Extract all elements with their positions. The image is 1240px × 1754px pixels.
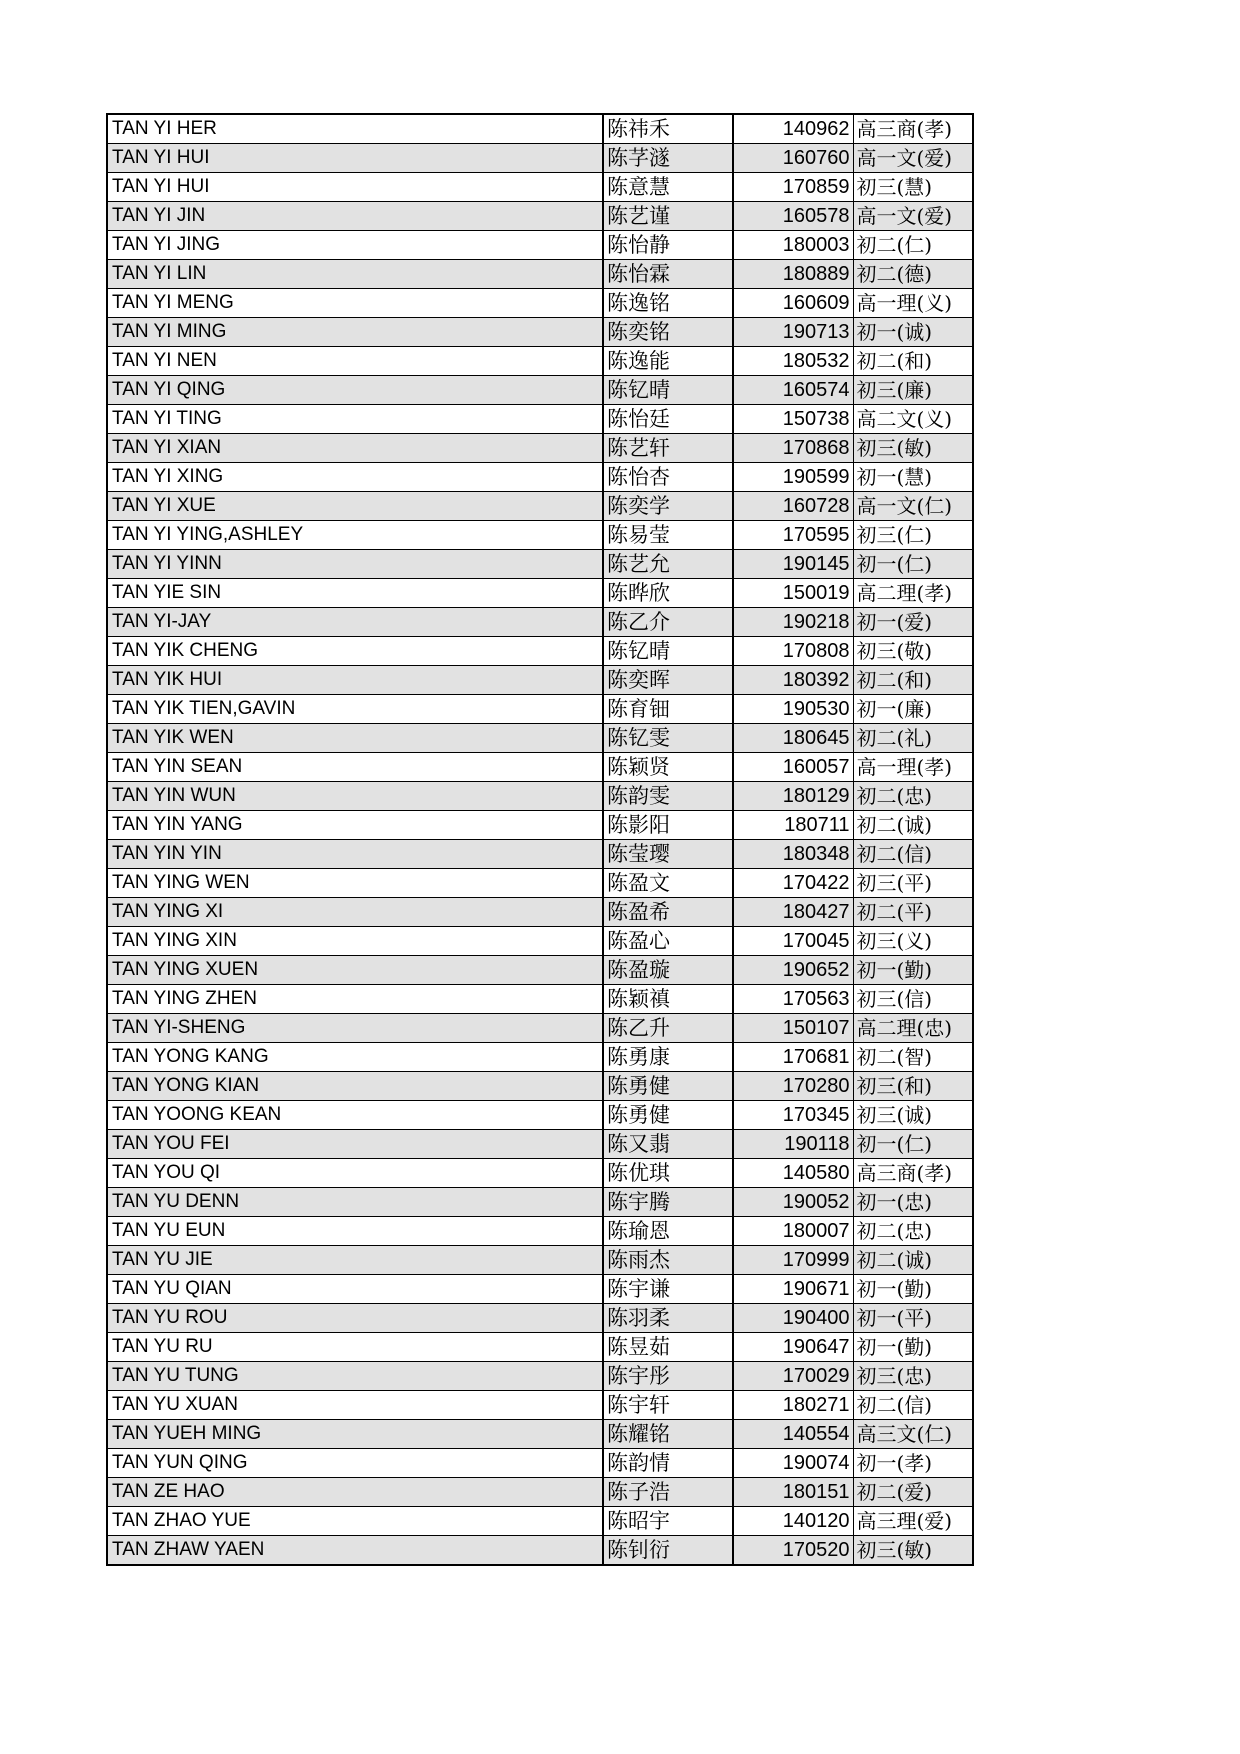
student-chinese-name: 陈昭宇 — [603, 1507, 733, 1536]
table-row — [107, 1159, 973, 1188]
student-chinese-name: 陈子浩 — [603, 1478, 733, 1507]
student-id: 190074 — [733, 1449, 853, 1478]
student-id: 180003 — [733, 231, 853, 260]
student-class: 高二理(孝) — [853, 579, 973, 608]
student-id: 170520 — [733, 1536, 853, 1566]
student-class: 初一(孝) — [853, 1449, 973, 1478]
student-class: 初二(忠) — [853, 1217, 973, 1246]
student-english-name: TAN YI-JAY — [107, 608, 603, 637]
student-class: 初三(廉) — [853, 376, 973, 405]
table-row — [107, 1217, 973, 1246]
student-chinese-name: 陈宇腾 — [603, 1188, 733, 1217]
table-row — [107, 1478, 973, 1507]
table-row — [107, 956, 973, 985]
student-chinese-name: 陈奕铭 — [603, 318, 733, 347]
student-english-name: TAN YING ZHEN — [107, 985, 603, 1014]
student-id: 150107 — [733, 1014, 853, 1043]
student-english-name: TAN YI YING,ASHLEY — [107, 521, 603, 550]
student-chinese-name: 陈韵情 — [603, 1449, 733, 1478]
student-english-name: TAN YI YINN — [107, 550, 603, 579]
student-id: 140962 — [733, 114, 853, 144]
student-chinese-name: 陈艺允 — [603, 550, 733, 579]
table-row — [107, 463, 973, 492]
student-chinese-name: 陈怡杏 — [603, 463, 733, 492]
student-english-name: TAN YING WEN — [107, 869, 603, 898]
student-class: 初三(信) — [853, 985, 973, 1014]
student-english-name: TAN YI JING — [107, 231, 603, 260]
student-english-name: TAN YI XUE — [107, 492, 603, 521]
table-row — [107, 1043, 973, 1072]
student-chinese-name: 陈宇轩 — [603, 1391, 733, 1420]
student-chinese-name: 陈育钿 — [603, 695, 733, 724]
student-class: 初二(仁) — [853, 231, 973, 260]
student-id: 180392 — [733, 666, 853, 695]
student-id: 170280 — [733, 1072, 853, 1101]
table-row — [107, 1246, 973, 1275]
student-id: 190599 — [733, 463, 853, 492]
student-english-name: TAN YI HUI — [107, 144, 603, 173]
student-id: 140554 — [733, 1420, 853, 1449]
student-id: 190400 — [733, 1304, 853, 1333]
student-english-name: TAN ZHAW YAEN — [107, 1536, 603, 1566]
student-class: 高一文(仁) — [853, 492, 973, 521]
student-class: 初二(和) — [853, 666, 973, 695]
student-id: 160609 — [733, 289, 853, 318]
student-class: 初三(仁) — [853, 521, 973, 550]
student-class: 高一理(义) — [853, 289, 973, 318]
student-chinese-name: 陈逸能 — [603, 347, 733, 376]
table-row — [107, 782, 973, 811]
student-chinese-name: 陈宇谦 — [603, 1275, 733, 1304]
table-row — [107, 985, 973, 1014]
student-class: 高三文(仁) — [853, 1420, 973, 1449]
student-id: 180129 — [733, 782, 853, 811]
student-roster-sheet — [106, 113, 974, 1566]
student-chinese-name: 陈勇健 — [603, 1101, 733, 1130]
student-english-name: TAN YI TING — [107, 405, 603, 434]
student-english-name: TAN YU DENN — [107, 1188, 603, 1217]
student-chinese-name: 陈怡霖 — [603, 260, 733, 289]
student-chinese-name: 陈钇雯 — [603, 724, 733, 753]
student-id: 180348 — [733, 840, 853, 869]
student-english-name: TAN YONG KIAN — [107, 1072, 603, 1101]
table-row — [107, 1188, 973, 1217]
student-roster-table — [106, 113, 974, 1566]
student-id: 190713 — [733, 318, 853, 347]
student-id: 180271 — [733, 1391, 853, 1420]
student-id: 160057 — [733, 753, 853, 782]
table-row — [107, 1072, 973, 1101]
student-chinese-name: 陈优琪 — [603, 1159, 733, 1188]
student-id: 180427 — [733, 898, 853, 927]
student-class: 初三(敏) — [853, 434, 973, 463]
student-class: 初三(和) — [853, 1072, 973, 1101]
student-english-name: TAN YU XUAN — [107, 1391, 603, 1420]
student-english-name: TAN YI-SHENG — [107, 1014, 603, 1043]
student-chinese-name: 陈昱茹 — [603, 1333, 733, 1362]
student-english-name: TAN YING XUEN — [107, 956, 603, 985]
student-class: 初三(敏) — [853, 1536, 973, 1566]
student-english-name: TAN YI MING — [107, 318, 603, 347]
student-english-name: TAN ZE HAO — [107, 1478, 603, 1507]
student-id: 150738 — [733, 405, 853, 434]
table-row — [107, 1449, 973, 1478]
table-row — [107, 753, 973, 782]
student-chinese-name: 陈易莹 — [603, 521, 733, 550]
student-class: 初一(爱) — [853, 608, 973, 637]
student-id: 190145 — [733, 550, 853, 579]
table-row — [107, 347, 973, 376]
student-chinese-name: 陈艺轩 — [603, 434, 733, 463]
student-chinese-name: 陈芓澻 — [603, 144, 733, 173]
student-id: 180151 — [733, 1478, 853, 1507]
student-chinese-name: 陈晔欣 — [603, 579, 733, 608]
student-english-name: TAN YIK TIEN,GAVIN — [107, 695, 603, 724]
student-chinese-name: 陈钊衍 — [603, 1536, 733, 1566]
student-id: 160728 — [733, 492, 853, 521]
student-english-name: TAN ZHAO YUE — [107, 1507, 603, 1536]
student-class: 高三商(孝) — [853, 114, 973, 144]
table-row — [107, 579, 973, 608]
student-class: 高三理(爱) — [853, 1507, 973, 1536]
student-chinese-name: 陈艺谨 — [603, 202, 733, 231]
table-row — [107, 869, 973, 898]
student-english-name: TAN YI HER — [107, 114, 603, 144]
student-id: 170999 — [733, 1246, 853, 1275]
student-english-name: TAN YIN WUN — [107, 782, 603, 811]
student-class: 初二(礼) — [853, 724, 973, 753]
student-english-name: TAN YIK HUI — [107, 666, 603, 695]
table-row — [107, 1333, 973, 1362]
student-class: 初一(忠) — [853, 1188, 973, 1217]
student-chinese-name: 陈奕晖 — [603, 666, 733, 695]
student-english-name: TAN YU ROU — [107, 1304, 603, 1333]
student-chinese-name: 陈颖贤 — [603, 753, 733, 782]
student-english-name: TAN YIN SEAN — [107, 753, 603, 782]
student-class: 初三(敬) — [853, 637, 973, 666]
student-english-name: TAN YUN QING — [107, 1449, 603, 1478]
student-class: 初二(智) — [853, 1043, 973, 1072]
student-english-name: TAN YI LIN — [107, 260, 603, 289]
student-class: 初一(慧) — [853, 463, 973, 492]
student-english-name: TAN YOU FEI — [107, 1130, 603, 1159]
table-row — [107, 434, 973, 463]
table-row — [107, 1275, 973, 1304]
student-chinese-name: 陈乙升 — [603, 1014, 733, 1043]
student-class: 高三商(孝) — [853, 1159, 973, 1188]
student-english-name: TAN YIE SIN — [107, 579, 603, 608]
student-english-name: TAN YING XI — [107, 898, 603, 927]
table-row — [107, 811, 973, 840]
student-english-name: TAN YU QIAN — [107, 1275, 603, 1304]
student-english-name: TAN YI JIN — [107, 202, 603, 231]
roster-body — [107, 114, 973, 1565]
student-english-name: TAN YUEH MING — [107, 1420, 603, 1449]
student-english-name: TAN YU RU — [107, 1333, 603, 1362]
student-id: 190671 — [733, 1275, 853, 1304]
table-row — [107, 405, 973, 434]
student-chinese-name: 陈耀铭 — [603, 1420, 733, 1449]
student-id: 190052 — [733, 1188, 853, 1217]
student-id: 140120 — [733, 1507, 853, 1536]
student-chinese-name: 陈瑜恩 — [603, 1217, 733, 1246]
student-id: 190118 — [733, 1130, 853, 1159]
table-row — [107, 1304, 973, 1333]
student-class: 初二(信) — [853, 1391, 973, 1420]
student-english-name: TAN YING XIN — [107, 927, 603, 956]
student-chinese-name: 陈逸铭 — [603, 289, 733, 318]
student-chinese-name: 陈宇彤 — [603, 1362, 733, 1391]
student-id: 170045 — [733, 927, 853, 956]
table-row — [107, 1507, 973, 1536]
student-id: 190530 — [733, 695, 853, 724]
student-class: 初一(勤) — [853, 956, 973, 985]
student-class: 初二(信) — [853, 840, 973, 869]
student-class: 初二(诚) — [853, 811, 973, 840]
student-id: 190647 — [733, 1333, 853, 1362]
student-id: 170563 — [733, 985, 853, 1014]
student-id: 170029 — [733, 1362, 853, 1391]
student-class: 初一(仁) — [853, 1130, 973, 1159]
student-chinese-name: 陈怡廷 — [603, 405, 733, 434]
table-row — [107, 521, 973, 550]
student-english-name: TAN YIK WEN — [107, 724, 603, 753]
student-id: 160578 — [733, 202, 853, 231]
student-english-name: TAN YU TUNG — [107, 1362, 603, 1391]
table-row — [107, 927, 973, 956]
table-row — [107, 637, 973, 666]
student-chinese-name: 陈勇健 — [603, 1072, 733, 1101]
student-english-name: TAN YOONG KEAN — [107, 1101, 603, 1130]
table-row — [107, 376, 973, 405]
student-chinese-name: 陈钇晴 — [603, 376, 733, 405]
student-class: 初一(勤) — [853, 1333, 973, 1362]
student-class: 初一(勤) — [853, 1275, 973, 1304]
student-class: 初一(廉) — [853, 695, 973, 724]
student-chinese-name: 陈意慧 — [603, 173, 733, 202]
table-row — [107, 318, 973, 347]
table-row — [107, 898, 973, 927]
student-class: 初二(德) — [853, 260, 973, 289]
student-id: 150019 — [733, 579, 853, 608]
student-chinese-name: 陈盈璇 — [603, 956, 733, 985]
table-row — [107, 231, 973, 260]
student-class: 初一(仁) — [853, 550, 973, 579]
student-class: 初二(平) — [853, 898, 973, 927]
table-row — [107, 724, 973, 753]
student-class: 初二(和) — [853, 347, 973, 376]
student-chinese-name: 陈雨杰 — [603, 1246, 733, 1275]
student-chinese-name: 陈奕学 — [603, 492, 733, 521]
student-id: 160760 — [733, 144, 853, 173]
student-chinese-name: 陈乙介 — [603, 608, 733, 637]
student-english-name: TAN YI QING — [107, 376, 603, 405]
table-row — [107, 695, 973, 724]
student-class: 初一(平) — [853, 1304, 973, 1333]
student-id: 170808 — [733, 637, 853, 666]
student-id: 170868 — [733, 434, 853, 463]
student-class: 初二(忠) — [853, 782, 973, 811]
student-chinese-name: 陈勇康 — [603, 1043, 733, 1072]
table-row — [107, 260, 973, 289]
student-english-name: TAN YOU QI — [107, 1159, 603, 1188]
table-row — [107, 173, 973, 202]
table-row — [107, 1420, 973, 1449]
student-english-name: TAN YIN YANG — [107, 811, 603, 840]
student-chinese-name: 陈韵雯 — [603, 782, 733, 811]
student-chinese-name: 陈羽柔 — [603, 1304, 733, 1333]
student-chinese-name: 陈怡静 — [603, 231, 733, 260]
student-chinese-name: 陈钇晴 — [603, 637, 733, 666]
student-chinese-name: 陈影阳 — [603, 811, 733, 840]
student-class: 初二(诚) — [853, 1246, 973, 1275]
table-row — [107, 114, 973, 144]
table-row — [107, 1536, 973, 1566]
student-english-name: TAN YI HUI — [107, 173, 603, 202]
student-chinese-name: 陈祎禾 — [603, 114, 733, 144]
student-class: 初二(爱) — [853, 1478, 973, 1507]
student-id: 140580 — [733, 1159, 853, 1188]
student-english-name: TAN YIK CHENG — [107, 637, 603, 666]
student-id: 190652 — [733, 956, 853, 985]
student-class: 初三(诚) — [853, 1101, 973, 1130]
student-class: 初一(诚) — [853, 318, 973, 347]
table-row — [107, 550, 973, 579]
student-id: 170595 — [733, 521, 853, 550]
student-english-name: TAN YU JIE — [107, 1246, 603, 1275]
student-id: 180645 — [733, 724, 853, 753]
student-class: 高一理(孝) — [853, 753, 973, 782]
table-row — [107, 1101, 973, 1130]
student-english-name: TAN YONG KANG — [107, 1043, 603, 1072]
student-class: 高二理(忠) — [853, 1014, 973, 1043]
table-row — [107, 608, 973, 637]
student-class: 初三(慧) — [853, 173, 973, 202]
table-row — [107, 666, 973, 695]
table-row — [107, 289, 973, 318]
student-chinese-name: 陈盈心 — [603, 927, 733, 956]
student-english-name: TAN YI NEN — [107, 347, 603, 376]
table-row — [107, 202, 973, 231]
student-class: 初三(义) — [853, 927, 973, 956]
student-id: 170859 — [733, 173, 853, 202]
student-class: 高一文(爱) — [853, 144, 973, 173]
student-id: 180007 — [733, 1217, 853, 1246]
student-id: 160574 — [733, 376, 853, 405]
student-id: 190218 — [733, 608, 853, 637]
table-row — [107, 1130, 973, 1159]
table-row — [107, 840, 973, 869]
student-english-name: TAN YI XIAN — [107, 434, 603, 463]
table-row — [107, 144, 973, 173]
student-class: 初三(忠) — [853, 1362, 973, 1391]
table-row — [107, 1014, 973, 1043]
student-chinese-name: 陈颖禛 — [603, 985, 733, 1014]
student-id: 180711 — [733, 811, 853, 840]
student-chinese-name: 陈盈文 — [603, 869, 733, 898]
student-id: 180532 — [733, 347, 853, 376]
student-id: 170345 — [733, 1101, 853, 1130]
student-english-name: TAN YIN YIN — [107, 840, 603, 869]
table-row — [107, 492, 973, 521]
student-class: 高一文(爱) — [853, 202, 973, 231]
student-chinese-name: 陈又翡 — [603, 1130, 733, 1159]
table-row — [107, 1362, 973, 1391]
student-chinese-name: 陈盈希 — [603, 898, 733, 927]
student-class: 高二文(义) — [853, 405, 973, 434]
student-id: 180889 — [733, 260, 853, 289]
student-english-name: TAN YI MENG — [107, 289, 603, 318]
student-class: 初三(平) — [853, 869, 973, 898]
student-chinese-name: 陈莹璎 — [603, 840, 733, 869]
student-id: 170422 — [733, 869, 853, 898]
table-row — [107, 1391, 973, 1420]
student-id: 170681 — [733, 1043, 853, 1072]
student-english-name: TAN YU EUN — [107, 1217, 603, 1246]
student-english-name: TAN YI XING — [107, 463, 603, 492]
